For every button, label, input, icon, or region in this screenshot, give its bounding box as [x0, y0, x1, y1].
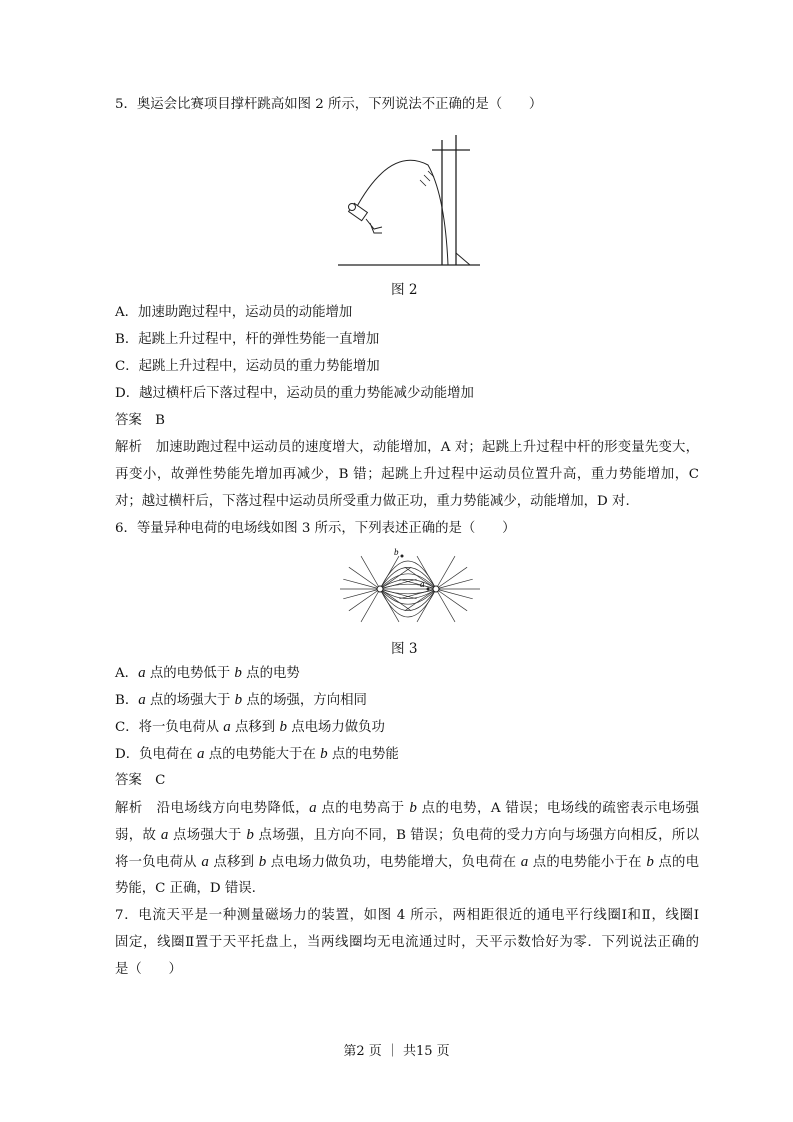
text-segment: D．负电荷在: [115, 747, 197, 762]
text-segment: C．将一负电荷从: [115, 720, 224, 735]
field-line: [436, 589, 467, 611]
field-line: [436, 567, 467, 589]
text-line: [115, 961, 182, 979]
italic-variable: a: [160, 827, 169, 843]
text-segment: 弱，故: [115, 828, 161, 843]
text-line: [115, 691, 367, 710]
italic-variable: b: [234, 692, 243, 708]
text-segment: 点的电势，A 错误；电场线的疏密表示电场强: [416, 801, 700, 816]
field-line: [380, 589, 399, 622]
text-line: [115, 520, 516, 538]
text-segment: 点的电势能小于在: [528, 855, 647, 870]
text-segment: B．起跳上升过程中，杆的弹性势能一直增加: [115, 332, 380, 347]
field-line: [380, 567, 411, 589]
text-segment: 点的电势能: [327, 747, 399, 762]
text-segment: 点电场力做负功，电势能增大，负电荷在: [266, 855, 521, 870]
text-segment: 答案 B: [115, 413, 166, 428]
text-segment: 点的场强大于: [145, 693, 235, 708]
field-line: [380, 556, 399, 589]
italic-variable: a: [309, 800, 317, 816]
text-segment: 点的场强，方向相同: [242, 693, 367, 708]
text-segment: 解析 加速助跑过程中运动员的速度增大，动能增加，A 对；起跳上升过程中杆的形变量先变大，: [115, 440, 699, 455]
field-line: [343, 579, 380, 589]
text-segment: C．起跳上升过程中，运动员的重力势能增加: [115, 359, 380, 374]
text-segment: 解析 沿电场线方向电势降低，: [115, 801, 310, 816]
text-segment: A．: [115, 666, 139, 681]
figure-3-field-lines: [340, 548, 480, 630]
italic-variable: b: [409, 800, 417, 816]
text-segment: A．加速助跑过程中，运动员的动能增加: [115, 305, 353, 320]
text-segment: 5．奥运会比赛项目撑杆跳高如图 2 所示，下列说法不正确的是（ ）: [115, 97, 543, 112]
text-segment: 点的电势: [241, 666, 300, 681]
italic-variable: a: [196, 746, 205, 762]
text-line: [115, 745, 399, 764]
text-segment: 对；越过横杆后，下落过程中运动员所受重力做正功，重力势能减少，动能增加，D 对.: [115, 494, 630, 509]
text-line: [115, 439, 699, 457]
field-line: [380, 567, 436, 589]
text-segment: 6．等量异种电荷的电场线如图 3 所示，下列表述正确的是（ ）: [115, 521, 516, 536]
field-line: [380, 589, 411, 611]
field-line: [349, 589, 380, 611]
figure-2-caption: 图 2: [391, 282, 418, 298]
field-line: [349, 567, 380, 589]
text-line: [115, 853, 699, 872]
text-segment: B．: [115, 693, 139, 708]
text-segment: 点场强，且方向不同，B 错误；负电荷的受力方向与场强方向相反，所以: [253, 828, 699, 843]
text-line: [115, 907, 699, 925]
text-line: [115, 466, 699, 484]
text-line: [115, 799, 699, 818]
text-line: [115, 304, 352, 322]
italic-variable: b: [646, 854, 654, 870]
text-segment: 点场强大于: [168, 828, 247, 843]
field-line: [436, 579, 473, 589]
text-line: [115, 493, 630, 511]
field-line: [436, 589, 455, 622]
text-line: [115, 385, 474, 403]
text-segment: 势能，C 正确，D 错误.: [115, 881, 256, 896]
text-line: [115, 412, 165, 430]
text-segment: 再变小，故弹性势能先增加再减少，B 错；起跳上升过程中运动员位置升高，重力势能增加，C: [115, 467, 699, 482]
italic-variable: b: [234, 665, 242, 681]
text-segment: 点的电势高于: [316, 801, 410, 816]
text-line: [115, 96, 542, 114]
label-b: b: [394, 548, 399, 557]
text-line: [115, 664, 300, 683]
italic-variable: a: [138, 665, 146, 681]
italic-variable: a: [138, 692, 146, 708]
page-footer: 第2 页 ｜ 共15 页: [343, 1044, 450, 1059]
point-b: [401, 555, 404, 558]
field-line: [417, 589, 436, 622]
field-line: [436, 556, 455, 589]
point-a: [427, 588, 430, 591]
text-segment: 点的电势低于: [145, 666, 235, 681]
italic-variable: b: [279, 719, 287, 735]
text-segment: 固定，线圈Ⅱ置于天平托盘上，当两线圈均无电流通过时，天平示数恰好为零．下列说法正确的: [115, 935, 699, 950]
field-line: [361, 556, 380, 589]
field-line: [380, 589, 436, 611]
text-segment: 将一负电荷从: [115, 855, 202, 870]
italic-variable: b: [258, 854, 267, 870]
text-line: [115, 718, 385, 737]
text-segment: 点的电: [653, 855, 699, 870]
text-line: [115, 826, 699, 845]
figure-3-caption: 图 3: [391, 641, 418, 657]
label-a: a: [420, 579, 425, 589]
field-line: [405, 589, 436, 611]
italic-variable: a: [201, 854, 209, 870]
text-line: [115, 772, 165, 790]
text-segment: 点移到: [230, 720, 280, 735]
field-line: [343, 589, 380, 599]
field-line: [436, 589, 473, 599]
text-line: [115, 358, 380, 376]
text-segment: 点移到: [208, 855, 259, 870]
text-segment: 7．电流天平是一种测量磁场力的装置，如图 4 所示，两相距很近的通电平行线圈Ⅰ和Ⅱ，线圈Ⅰ: [115, 908, 699, 923]
figure-2-pole-vault: [330, 135, 490, 275]
text-line: [115, 331, 379, 349]
positive-charge: [377, 586, 383, 592]
italic-variable: a: [223, 719, 231, 735]
field-line: [361, 589, 380, 622]
italic-variable: a: [520, 854, 529, 870]
text-segment: D．越过横杆后下落过程中，运动员的重力势能减少动能增加: [115, 386, 474, 401]
text-segment: 点的电势能大于在: [204, 747, 321, 762]
text-line: [115, 934, 699, 952]
text-segment: 答案 C: [115, 773, 166, 788]
negative-charge: [433, 586, 439, 592]
italic-variable: b: [320, 746, 328, 762]
text-segment: 点电场力做负功: [286, 720, 385, 735]
text-segment: 是（ ）: [115, 962, 182, 977]
text-line: [115, 880, 256, 898]
italic-variable: b: [246, 827, 254, 843]
